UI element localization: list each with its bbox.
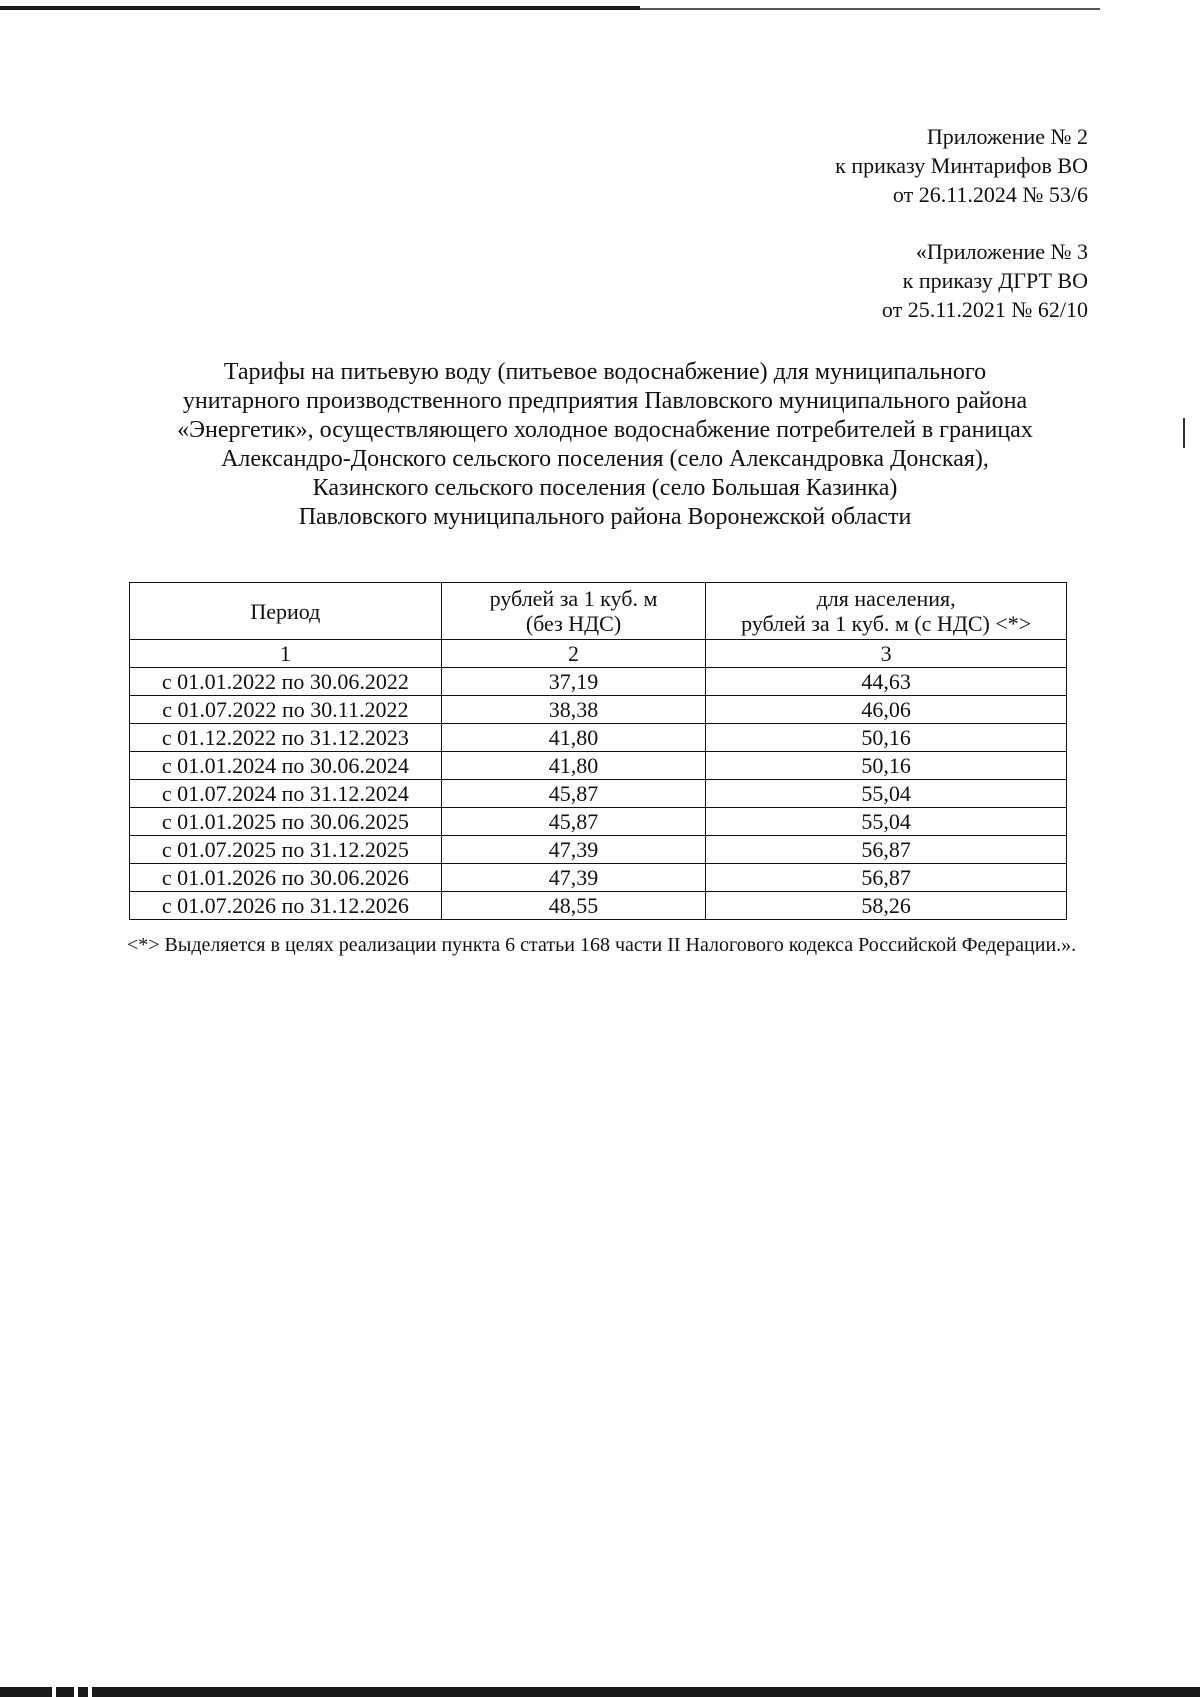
table-row [130, 752, 1067, 780]
appendix-original-line-3: от 25.11.2021 № 62/10 [881, 297, 1088, 322]
scan-edge-bottom [0, 1687, 1200, 1697]
table-row [130, 892, 1067, 920]
appendix-header-current [835, 122, 1088, 209]
cell-price-with-vat: 55,04 [706, 780, 1067, 808]
title-line: Александро-Донского сельского поселения (село Александровка Донская), [221, 446, 989, 472]
table-row [130, 836, 1067, 864]
header-price-no-vat [441, 583, 706, 640]
header-price-with-vat-line-2: рублей за 1 куб. м (с НДС) <*> [741, 611, 1032, 636]
cell-price-with-vat: 44,63 [706, 668, 1067, 696]
document-title [125, 358, 1085, 532]
title-line: унитарного производственного предприятия Павловского муниципального района [182, 388, 1028, 414]
cell-period: с 01.01.2024 по 30.06.2024 [130, 752, 442, 780]
table-row [130, 696, 1067, 724]
cell-period: с 01.07.2025 по 31.12.2025 [130, 836, 442, 864]
cell-period: с 01.12.2022 по 31.12.2023 [130, 724, 442, 752]
table-row [130, 724, 1067, 752]
title-line: Тарифы на питьевую воду (питьевое водоснабжение) для муниципального [223, 359, 987, 385]
cell-price-with-vat: 50,16 [706, 724, 1067, 752]
cell-price-with-vat: 50,16 [706, 752, 1067, 780]
cell-price-with-vat: 58,26 [706, 892, 1067, 920]
cell-price-no-vat: 38,38 [441, 696, 706, 724]
table-row [130, 668, 1067, 696]
header-price-no-vat-line-2: (без НДС) [525, 611, 622, 636]
cell-price-no-vat: 48,55 [441, 892, 706, 920]
table-row [130, 864, 1067, 892]
appendix-current-line-3: от 26.11.2024 № 53/6 [892, 182, 1088, 207]
appendix-header-original [882, 237, 1088, 324]
cell-price-with-vat: 56,87 [706, 836, 1067, 864]
column-number: 1 [130, 640, 442, 668]
cell-price-no-vat: 47,39 [441, 836, 706, 864]
scan-mark [1183, 418, 1185, 448]
cell-price-no-vat: 37,19 [441, 668, 706, 696]
appendix-current-line-2: к приказу Минтарифов ВО [835, 153, 1088, 178]
cell-price-with-vat: 46,06 [706, 696, 1067, 724]
header-price-with-vat [706, 583, 1067, 640]
cell-price-with-vat: 56,87 [706, 864, 1067, 892]
cell-price-no-vat: 41,80 [441, 724, 706, 752]
cell-period: с 01.01.2025 по 30.06.2025 [130, 808, 442, 836]
cell-price-no-vat: 45,87 [441, 808, 706, 836]
title-line: «Энергетик», осуществляющего холодное водоснабжение потребителей в границах [177, 417, 1033, 443]
header-price-no-vat-line-1: рублей за 1 куб. м [489, 586, 658, 611]
cell-period: с 01.01.2022 по 30.06.2022 [130, 668, 442, 696]
cell-period: с 01.07.2022 по 30.11.2022 [130, 696, 442, 724]
column-number: 3 [706, 640, 1067, 668]
cell-price-no-vat: 41,80 [441, 752, 706, 780]
appendix-current-line-1: Приложение № 2 [926, 124, 1088, 149]
table-row [130, 808, 1067, 836]
tariff-table [129, 582, 1067, 920]
cell-period: с 01.07.2026 по 31.12.2026 [130, 892, 442, 920]
cell-price-no-vat: 47,39 [441, 864, 706, 892]
scan-edge-top [0, 6, 640, 10]
footnote: <*> Выделяется в целях реализации пункта 6 статьи 168 части II Налогового кодекса Российской Федерации.». [127, 934, 1077, 956]
table-row [130, 780, 1067, 808]
table-header-row [130, 583, 1067, 640]
header-price-with-vat-line-1: для населения, [816, 586, 956, 611]
scan-edge-top-thin [640, 8, 1100, 10]
cell-price-with-vat: 55,04 [706, 808, 1067, 836]
title-line: Павловского муниципального района Воронежской области [298, 504, 912, 530]
title-line: Казинского сельского поселения (село Большая Казинка) [312, 475, 898, 501]
appendix-original-line-1: «Приложение № 3 [915, 239, 1088, 264]
appendix-original-line-2: к приказу ДГРТ ВО [902, 268, 1088, 293]
header-period: Период [130, 583, 442, 640]
cell-period: с 01.07.2024 по 31.12.2024 [130, 780, 442, 808]
column-number-row [130, 640, 1067, 668]
cell-price-no-vat: 45,87 [441, 780, 706, 808]
column-number: 2 [441, 640, 706, 668]
cell-period: с 01.01.2026 по 30.06.2026 [130, 864, 442, 892]
